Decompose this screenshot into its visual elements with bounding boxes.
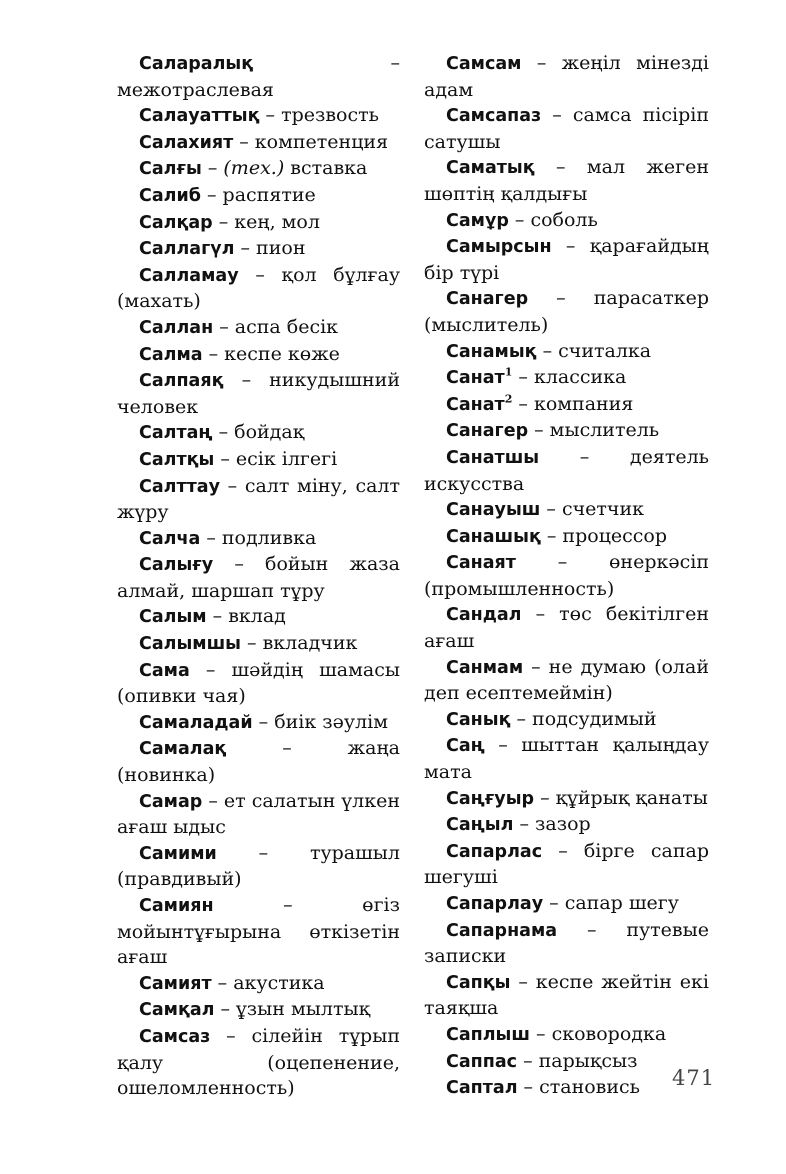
entry-headword: Салымшы — [139, 634, 242, 655]
entry-headword: Саңыл — [446, 815, 514, 836]
dictionary-entry — [117, 236, 400, 263]
right-column — [424, 51, 709, 1102]
entry-headword: Санамық — [446, 341, 537, 362]
entry-definition: – межотраслевая — [117, 52, 400, 101]
dictionary-entry — [424, 392, 709, 419]
entry-definition: – трезвость — [259, 104, 379, 127]
dictionary-entry — [117, 103, 400, 130]
entry-headword: Салиб — [139, 185, 201, 206]
entry-superscript: 1 — [504, 365, 513, 379]
entry-headword: Салахият — [139, 132, 234, 153]
dictionary-entry — [117, 447, 400, 474]
dictionary-entry — [117, 342, 400, 369]
dictionary-entry — [117, 552, 400, 604]
entry-definition: – акустика — [211, 971, 325, 994]
entry-definition: – — [201, 157, 224, 180]
entry-headword: Санық — [446, 709, 511, 730]
entry-headword: Салқар — [139, 212, 213, 233]
entry-definition: – қол бұлғау (махать) — [117, 263, 400, 313]
entry-headword: Самими — [139, 843, 217, 864]
entry-headword: Самқал — [139, 1000, 215, 1021]
entry-definition: – бойдақ — [212, 421, 305, 444]
entry-definition: – подливка — [200, 526, 317, 549]
entry-headword: Санат — [446, 368, 505, 389]
dictionary-entry — [117, 315, 400, 342]
entry-headword: Санагер — [446, 289, 529, 310]
entry-headword: Сандал — [446, 605, 522, 626]
entry-headword: Саларалық — [139, 54, 254, 74]
entry-definition: – ет салатын үлкен ағаш ыдыс — [117, 789, 400, 839]
entry-definition: – пион — [234, 237, 306, 260]
dictionary-entry — [424, 497, 709, 524]
entry-definition: – сковородка — [529, 1022, 667, 1045]
entry-definition: – шәйдің шамасы (опивки чая) — [117, 658, 400, 708]
entry-definition: – самса пісіріп сатушы — [424, 104, 709, 153]
entry-headword: Салым — [139, 607, 207, 628]
entry-definition-continued: вставка — [284, 157, 368, 180]
dictionary-entry — [424, 339, 709, 366]
entry-headword: Санмам — [446, 657, 524, 678]
entry-definition: – компетенция — [233, 130, 389, 153]
entry-headword: Самаладай — [139, 712, 253, 733]
entry-headword: Салттау — [139, 476, 220, 497]
entry-usage-note: (тех.) — [223, 157, 285, 180]
dictionary-entry — [424, 51, 709, 103]
entry-definition: – қарағайдың бір түрі — [424, 235, 709, 284]
dictionary-entry — [424, 234, 709, 286]
entry-headword: Сама — [139, 660, 190, 681]
entry-headword: Самұр — [446, 210, 509, 231]
entry-headword: Салауаттық — [139, 106, 260, 127]
dictionary-entry — [117, 1024, 400, 1102]
entry-definition: – распятие — [200, 183, 316, 206]
dictionary-entry — [117, 130, 400, 157]
entry-definition: – считалка — [536, 339, 652, 362]
entry-definition: – мал жеген шөптің қалдығы — [424, 156, 709, 205]
dictionary-entry — [424, 602, 709, 654]
entry-definition: – классика — [512, 366, 627, 389]
entry-headword: Салпаяқ — [139, 371, 224, 392]
entry-headword: Самар — [139, 791, 203, 812]
entry-headword: Санашық — [446, 526, 541, 547]
entry-definition: – зазор — [513, 813, 591, 836]
dictionary-entry — [117, 631, 400, 658]
entry-headword: Самсам — [446, 54, 522, 74]
entry-headword: Салламау — [139, 265, 239, 286]
dictionary-entry — [424, 208, 709, 235]
entry-headword: Салғы — [139, 159, 202, 180]
entry-headword: Саң — [446, 736, 485, 757]
entry-definition: – есік ілгегі — [214, 447, 338, 470]
entry-definition: – компания — [512, 392, 634, 415]
dictionary-entry — [424, 918, 709, 970]
left-column — [117, 51, 400, 1102]
dictionary-entry — [424, 103, 709, 155]
dictionary-entry — [424, 970, 709, 1022]
dictionary-entry — [117, 263, 400, 315]
dictionary-entry — [424, 524, 709, 551]
entry-definition: – турашыл (правдивый) — [117, 841, 400, 891]
dictionary-entry — [117, 526, 400, 553]
entry-headword: Самырсын — [446, 237, 552, 258]
dictionary-entry — [117, 971, 400, 998]
entry-definition: – деятель искусства — [424, 445, 709, 495]
dictionary-entry — [117, 789, 400, 841]
entry-headword: Санат — [446, 394, 505, 415]
dictionary-entry — [424, 445, 709, 497]
entry-headword: Самсапаз — [446, 106, 542, 127]
entry-headword: Салча — [139, 528, 201, 549]
entry-headword: Самсаз — [139, 1026, 211, 1047]
dictionary-entry — [117, 474, 400, 526]
dictionary-entry — [117, 841, 400, 893]
dictionary-entry — [117, 604, 400, 631]
entry-definition: – кеспе көже — [202, 342, 340, 365]
entry-headword: Саллагүл — [139, 239, 235, 260]
entry-headword: Саппас — [446, 1051, 518, 1072]
entry-definition: – ұзын мылтық — [214, 998, 371, 1021]
entry-definition: – сілейін тұрып қалу (оцепенение, ошеломленность) — [117, 1024, 400, 1100]
entry-definition: – соболь — [508, 208, 598, 231]
dictionary-entry — [424, 891, 709, 918]
dictionary-entry — [117, 736, 400, 788]
entry-headword: Сапарнама — [446, 920, 558, 941]
dictionary-entry — [424, 1049, 709, 1076]
dictionary-entry — [117, 420, 400, 447]
entry-headword: Салығу — [139, 555, 214, 576]
entry-definition: – төс бекітілген ағаш — [424, 603, 709, 653]
entry-headword: Самиян — [139, 896, 214, 916]
entry-headword: Сапарлас — [446, 841, 543, 862]
entry-definition: – бірге сапар шегуші — [424, 839, 709, 889]
dictionary-entry — [424, 550, 709, 602]
entry-headword: Саптал — [446, 1078, 518, 1099]
entry-superscript: 2 — [504, 392, 513, 406]
dictionary-entry — [424, 1075, 709, 1102]
entry-definition: – становись — [517, 1076, 641, 1099]
dictionary-entry — [117, 210, 400, 237]
entry-definition: – өгіз мойынтұғырына өткізетін ағаш — [117, 894, 400, 969]
dictionary-entry — [424, 155, 709, 207]
dictionary-entry — [424, 733, 709, 785]
entry-headword: Салма — [139, 344, 203, 365]
entry-definition: – процессор — [540, 524, 668, 547]
dictionary-entry — [424, 786, 709, 813]
entry-headword: Санаят — [446, 553, 516, 574]
entry-headword: Санауыш — [446, 500, 541, 521]
entry-definition: – жаңа (новинка) — [117, 737, 400, 787]
entry-headword: Сапқы — [446, 972, 511, 993]
entry-definition: – бойын жаза алмай, шаршап тұру — [117, 553, 400, 602]
entry-headword: Сапарлау — [446, 894, 544, 914]
entry-definition: – кеспе жейтін екі таяқша — [424, 970, 709, 1020]
page-number: 471 — [672, 1066, 716, 1090]
dictionary-entry — [424, 365, 709, 392]
entry-definition: – шыттан қалыңдау мата — [424, 734, 709, 784]
dictionary-entry — [424, 655, 709, 707]
entry-definition: – кең, мол — [212, 210, 320, 233]
entry-headword: Санагер — [446, 421, 529, 442]
entry-definition: – подсудимый — [510, 707, 657, 730]
entry-headword: Саматық — [446, 158, 535, 179]
entry-headword: Саңғуыр — [446, 788, 535, 809]
dictionary-entry — [117, 893, 400, 971]
entry-definition: – мыслитель — [528, 419, 660, 442]
dictionary-entry — [424, 286, 709, 338]
dictionary-entry — [424, 418, 709, 445]
dictionary-entry — [424, 812, 709, 839]
entry-definition: – путевые записки — [424, 918, 709, 968]
dictionary-entry — [117, 51, 400, 103]
entry-definition: – өнеркәсіп (промышленность) — [424, 551, 709, 600]
entry-definition: – салт міну, салт жүру — [117, 474, 400, 524]
entry-definition: – счетчик — [540, 498, 645, 521]
entry-headword: Самият — [139, 973, 212, 994]
entry-headword: Салтқы — [139, 449, 215, 470]
entry-headword: Саллан — [139, 317, 214, 338]
dictionary-entry — [117, 183, 400, 210]
entry-definition: – вкладчик — [241, 632, 358, 655]
entry-headword: Санатшы — [446, 447, 540, 468]
entry-definition: – парасаткер (мыслитель) — [424, 287, 709, 336]
dictionary-entry — [117, 156, 400, 183]
entry-definition: – никудышний человек — [117, 369, 400, 418]
entry-headword: Самалақ — [139, 739, 227, 760]
entry-headword: Саплыш — [446, 1024, 530, 1045]
entry-definition: – жеңіл мінезді адам — [424, 52, 709, 101]
entry-definition: – парықсыз — [517, 1049, 638, 1072]
entry-definition: – құйрық қанаты — [534, 786, 708, 809]
entry-headword: Салтаң — [139, 423, 213, 444]
dictionary-entry — [117, 710, 400, 737]
dictionary-entry — [424, 839, 709, 891]
dictionary-entry — [424, 707, 709, 734]
dictionary-entry — [117, 658, 400, 710]
dictionary-entry — [117, 997, 400, 1024]
entry-definition: – аспа бесік — [213, 315, 339, 338]
dictionary-entry — [424, 1022, 709, 1049]
entry-definition: – вклад — [206, 605, 286, 628]
dictionary-entry — [117, 368, 400, 420]
entry-definition: – сапар шегу — [543, 892, 679, 914]
entry-definition: – не думаю (олай деп есептемеймін) — [424, 655, 709, 705]
entry-definition: – биік зәулім — [252, 710, 388, 733]
